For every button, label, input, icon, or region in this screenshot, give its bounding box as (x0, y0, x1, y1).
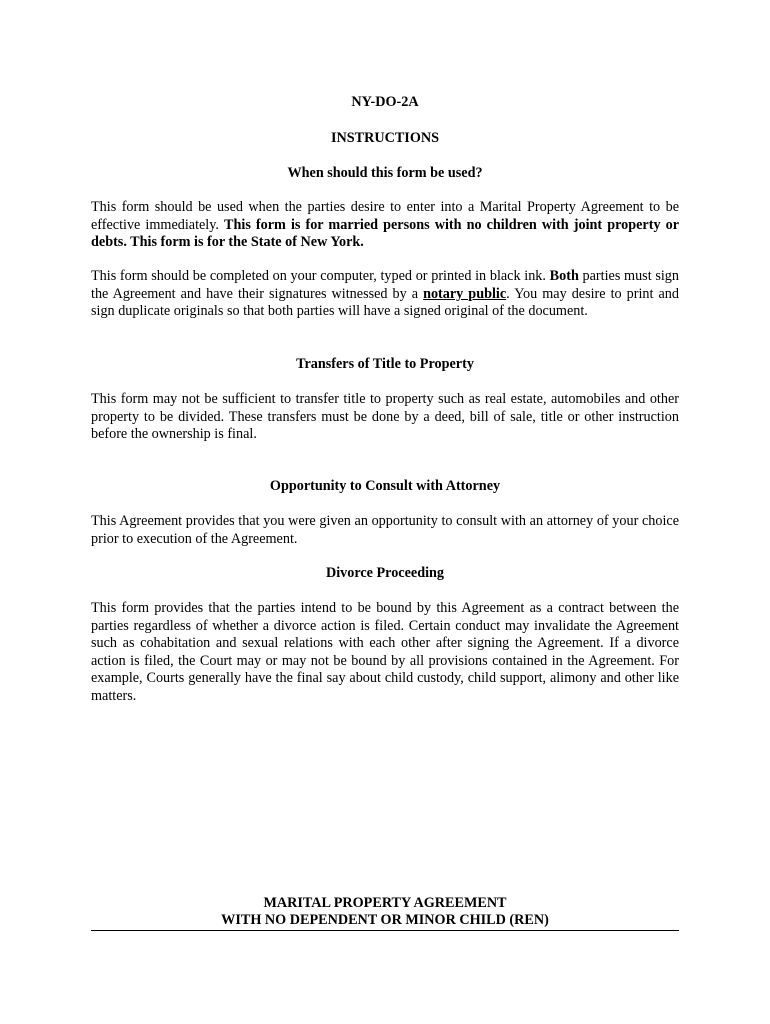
form-code: NY-DO-2A (351, 94, 419, 110)
usage-bold-text: This form is for married persons with no children with joint property or debts. This form is for the State of New York. (91, 216, 679, 251)
instructions-heading: INSTRUCTIONS (330, 130, 439, 146)
usage-text: This form should be used when the parties desire to enter into a Marital Property Agreement to be effective immediately. (91, 199, 679, 233)
completion-text-1: This form should be completed on your computer, typed or printed in black ink. (91, 268, 550, 284)
title-underline-rule (91, 930, 679, 931)
agreement-title-line1: MARITAL PROPERTY AGREEMENT (263, 895, 507, 911)
completion-bold-both: Both (549, 268, 579, 284)
usage-paragraph (91, 199, 679, 252)
consult-paragraph: This Agreement provides that you were given an opportunity to consult with an attorney of your choice prior to execution of the Agreement. (91, 513, 679, 547)
transfers-heading: Transfers of Title to Property (296, 356, 474, 372)
consult-heading: Opportunity to Consult with Attorney (269, 478, 501, 494)
completion-text-2: parties must sign the Agreement and have their signatures witnessed by a (91, 268, 679, 302)
agreement-title-line2: WITH NO DEPENDENT OR MINOR CHILD (REN) (221, 912, 549, 928)
divorce-heading: Divorce Proceeding (325, 565, 445, 581)
completion-paragraph (91, 268, 679, 321)
divorce-paragraph: This form provides that the parties intend to be bound by this Agreement as a contract between the parties regardless of whether a divorce action is filed. Certain conduct may invalidate the Agreement such as cohabitation and sexual relations with each other after signing the Agreement. If a divorce action is filed, the Court may or may not be bound by all provisions contained in the Agreement. For example, Courts generally have the final say about child custody, child support, alimony and other like matters. (91, 600, 679, 704)
notary-public-text: notary public (423, 285, 507, 302)
transfers-paragraph: This form may not be sufficient to transfer title to property such as real estate, automobiles and other property to be divided. These transfers must be done by a deed, bill of sale, title or other instruction before the ownership is final. (91, 391, 679, 443)
completion-text-3: . You may desire to print and sign duplicate originals so that both parties will have a signed original of the document. (91, 285, 679, 320)
when-heading: When should this form be used? (287, 165, 483, 181)
